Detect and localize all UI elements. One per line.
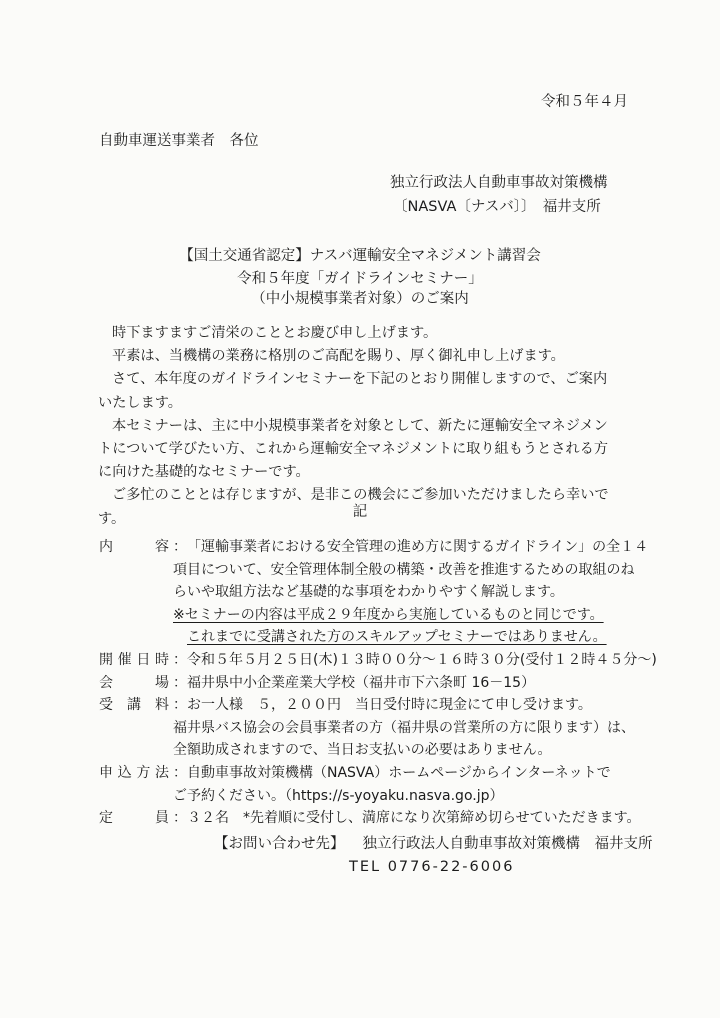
venue-value: 福井県中小企業産業大学校（福井市下六条町 16－15） (187, 674, 536, 691)
ki-heading: 記 (352, 504, 368, 520)
greeting-paragraph: 時下ますますご清栄のこととお慶び申し上げます。 (112, 325, 438, 341)
datetime-colon: ： (173, 651, 187, 668)
recipient: 自動車運送事業者 各位 (99, 133, 259, 149)
apply-line-2: ご予約ください。（https://s-yoyaku.nasva.go.jp） (173, 787, 504, 804)
capacity-value: ３２名 *先着順に受付し、満席になり次第締め切らせていただきます。 (187, 810, 641, 827)
content-colon: ： (173, 539, 187, 555)
content-row (99, 536, 659, 559)
fee-line-1: お一人様 ５，２００円 当日受付時に現金にて申し受けます。 (187, 697, 592, 714)
content-note-1-text: ※セミナーの内容は平成２９年度から実施しているものと同じです。 (173, 606, 604, 623)
capacity-row (99, 807, 659, 830)
details-section (99, 536, 659, 830)
content-line-3: らいや取組方法など基礎的な事項をわかりやすく解説します。 (173, 584, 564, 601)
title-line-3: （中小規模事業者対象）のご案内 (251, 291, 469, 307)
thanks-paragraph: 平素は、当機構の業務に格別のご高配を賜り、厚く御礼申し上げます。 (112, 348, 565, 365)
datetime-value: 令和５年５月２５日(木)１３時００分～１６時３０分(受付１２時４５分～) (187, 651, 657, 668)
inquiry-organization: 独立行政法人自動車事故対策機構 福井支所 (362, 836, 653, 852)
content-note-2 (99, 626, 659, 649)
fee-line-3: 全額助成されますので、当日お支払いの必要はありません。 (173, 742, 552, 759)
inquiry-telephone: TEL 0776-22-6006 (349, 859, 515, 875)
fee-line-2: 福井県バス協会の会員事業者の方（福井県の営業所の方に限ります）は、 (173, 719, 635, 736)
venue-row (99, 672, 659, 695)
content-note-2-text: これまでに受講された方のスキルアップセミナーではありません。 (187, 629, 607, 646)
apply-line-1: 自動車事故対策機構（NASVA）ホームページからインターネットで (187, 764, 611, 781)
content-line-1: 「運輸事業者における安全管理の進め方に関するガイドライン」の全１４ (187, 539, 649, 555)
fee-colon: ： (173, 697, 187, 714)
invitation-paragraph: ご多忙のこととは存じますが、是非この機会にご参加いただけましたら幸いです。 (98, 487, 609, 527)
apply-row (99, 762, 659, 785)
content-line-2: 項目について、安全管理体制全般の構築・改善を推進するための取組のね (173, 561, 635, 578)
content-label: 内 容 (99, 539, 169, 555)
issue-date: 令和５年４月 (541, 94, 628, 110)
fee-row (99, 694, 659, 717)
venue-colon: ： (173, 674, 187, 691)
inquiry-label: 【お問い合わせ先】 (214, 836, 345, 852)
content-note-1 (99, 604, 659, 627)
sender-branch: 〔NASVA〔ナスバ〕〕 福井支所 (393, 199, 601, 215)
capacity-colon: ： (173, 810, 187, 827)
sender-organization: 独立行政法人自動車事故対策機構 (390, 175, 608, 191)
announcement-paragraph: さて、本年度のガイドラインセミナーを下記のとおり開催しますので、ご案内いたします。 (98, 371, 608, 411)
venue-label: 会 場 (99, 674, 169, 691)
inquiry-line (214, 837, 653, 852)
datetime-label: 開催日時 (99, 651, 169, 668)
capacity-label: 定 員 (99, 810, 169, 827)
title-line-2: 令和５年度「ガイドラインセミナー」 (237, 271, 483, 287)
apply-colon: ： (173, 764, 187, 781)
datetime-row (99, 649, 659, 672)
apply-label: 申込方法 (99, 764, 169, 781)
title-line-1: 【国土交通省認定】ナスバ運輸安全マネジメント講習会 (179, 248, 541, 264)
seminar-description-paragraph: 本セミナーは、主に中小規模事業者を対象として、新たに運輸安全マネジメントについて学びたい方、これから運輸安全マネジメントに取り組もうとされる方に向けた基礎的なセミナーです。 (98, 417, 609, 481)
fee-label: 受講料 (99, 697, 169, 714)
